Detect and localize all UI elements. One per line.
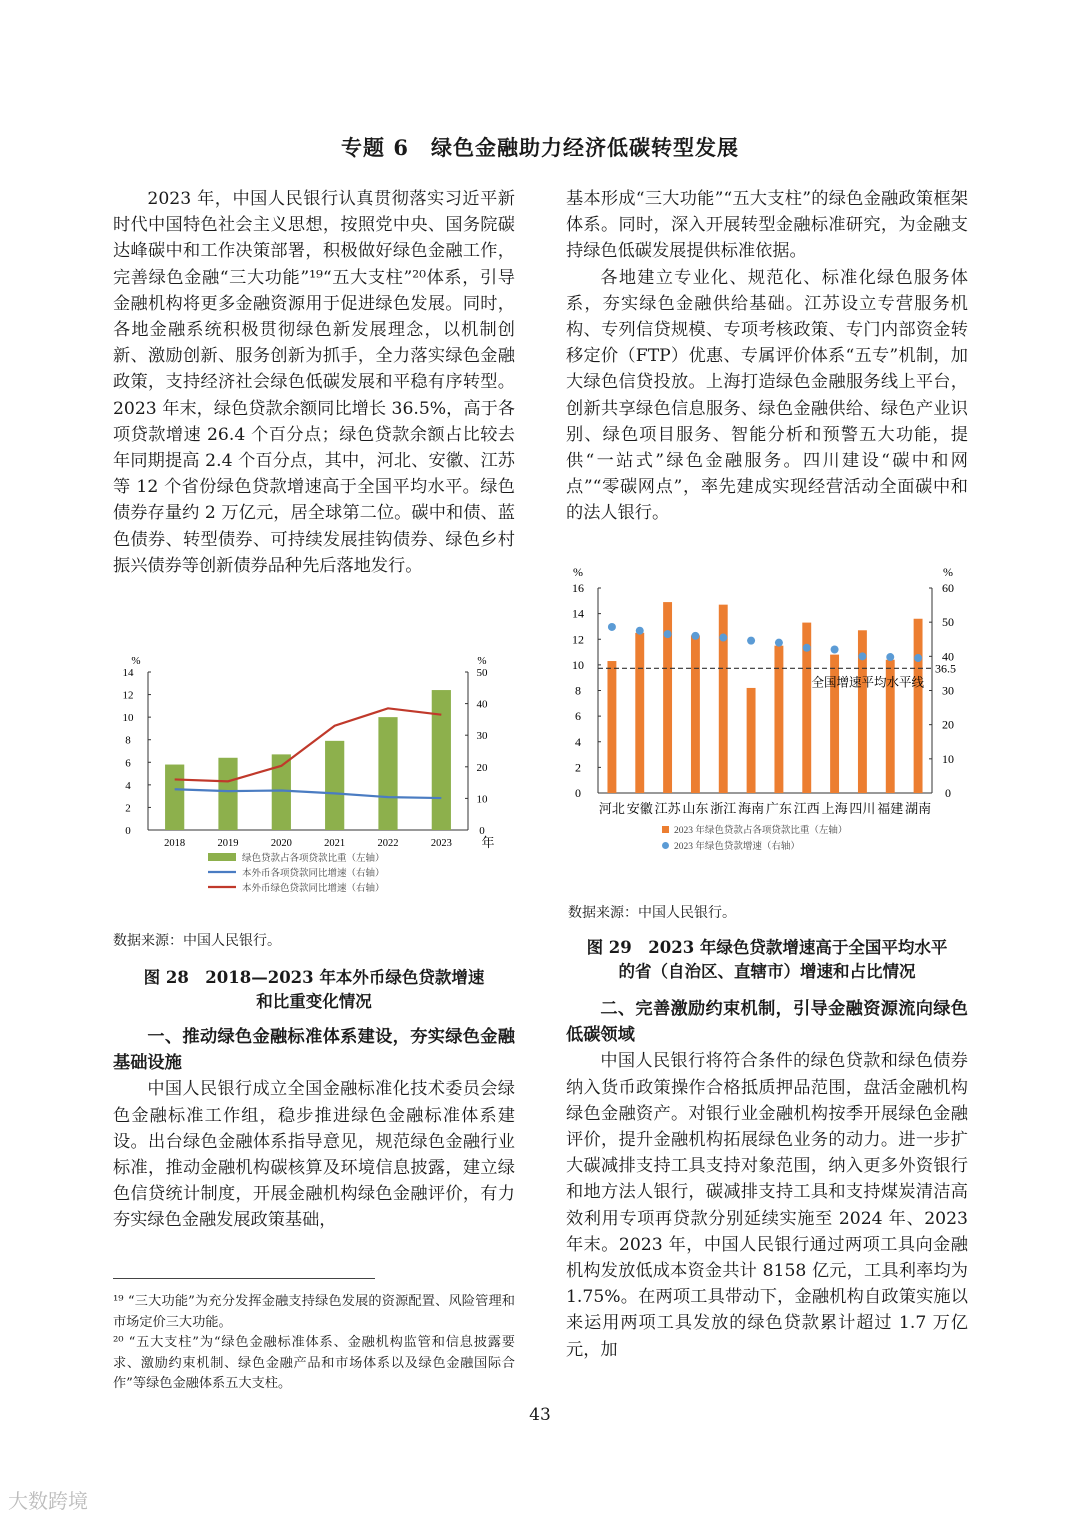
left-axis-unit: % [131,655,141,667]
section-1-paragraph: 中国人民银行成立全国金融标准化技术委员会绿色金融标准工作组，稳步推进绿色金融标准体系建设。出台绿色金融体系指导意见，规范绿色金融行业标准，推动金融机构碳核算及环境信息披露，建立绿色信贷统计制度，开展金融机构绿色金融评价，有力夯实绿色金融发展政策基础， [113,1079,515,1231]
left-tick-label: 12 [572,632,584,647]
x-tick-label: 湖南 [905,801,932,816]
figure-29-chart [560,560,980,860]
x-tick-label: 浙江 [710,801,737,816]
watermark: 大数跨境 [8,1489,88,1513]
point-green-growth [636,627,644,635]
left-tick-label: 8 [125,734,131,747]
left-tick-label: 4 [575,734,581,749]
left-axis-unit: % [573,565,583,579]
section-2-heading: 二、完善激励约束机制，引导金融资源流向绿色低碳领域 [566,999,968,1046]
left-tick-label: 14 [122,667,134,679]
x-tick-label: 福建 [877,801,904,816]
left-tick-label: 10 [572,657,584,672]
point-green-growth [803,644,811,652]
left-tick-label: 4 [125,779,131,792]
section-1 [113,1024,515,1234]
line-all-loan-growth [175,789,442,798]
right-tick-label: 40 [476,698,488,711]
legend-label: 本外币各项贷款同比增速（右轴） [242,869,385,879]
x-tick-label: 2018 [164,838,186,849]
x-tick-label: 2023 [430,838,452,849]
point-green-growth [719,634,727,642]
right-axis-unit: % [477,655,487,667]
left-tick-label: 12 [122,689,134,702]
point-green-growth [608,623,616,631]
point-green-growth [831,646,839,654]
left-tick-label: 2 [575,760,581,775]
figure-29-caption-line2: 的省（自治区、直辖市）增速和占比情况 [618,962,916,981]
right-tick-label: 0 [945,786,951,800]
bar-green-share [325,741,344,830]
right-paragraph-2: 各地建立专业化、规范化、标准化绿色服务体系，夯实绿色金融供给基础。江苏设立专营服务机构、专列信贷规模、专项考核政策、专门内部资金转移定价（FTP）优惠、专属评价体系“五专”机制，加大绿色信贷投放。上海打造绿色金融服务线上平台，创新共享绿色信息服务、绿色金融供给、绿色产业识别、绿色项目服务、智能分析和预警五大功能，提供“一站式”绿色金融服务。四川建设“碳中和网点”“零碳网点”，率先建成实现经营活动全面碳中和的法人银行。 [566,267,968,524]
right-tick-label: 10 [942,751,954,766]
left-tick-label: 6 [575,709,581,724]
page-number: 43 [529,1405,551,1425]
x-tick-label: 江西 [793,801,820,816]
footnotes [113,1292,515,1395]
footnote-19: ¹⁹ “三大功能”为充分发挥金融支持绿色发展的资源配置、风险管理和市场定价三大功能。 [113,1294,515,1330]
legend-swatch-bar [662,826,669,833]
right-tick-label: 10 [476,793,488,806]
right-tick-label: 0 [479,825,485,837]
right-tick-label: 60 [942,581,954,595]
intro-paragraph: 2023 年，中国人民银行认真贯彻落实习近平新时代中国特色社会主义思想，按照党中央、国务院碳达峰碳中和工作决策部署，积极做好绿色金融工作，完善绿色金融“三大功能”¹⁹“五大支柱”²⁰体系，引导金融机构将更多金融资源用于促进绿色发展。同时，各地金融系统积极贯彻绿色新发展理念，以机制创新、激励创新、服务创新为抓手，全力落实绿色金融政策，支持经济社会绿色低碳发展和平稳有序转型。2023 年末，绿色贷款余额同比增长 36.5%，高于各项贷款增速 26.4 个百分点；绿色贷款余额占比较去年同期提高 2.4 个百分点，其中，河北、安徽、江苏等 12 个省份绿色贷款增速高于全国平均水平。绿色债券存量约 2 万亿元，居全球第二位。碳中和债、蓝色债券、转型债券、可持续发展挂钩债券、绿色乡村振兴债券等创新债券品种先后落地发行。 [113,189,515,576]
bar-green-share [747,688,756,793]
right-tick-label: 20 [942,717,954,732]
bar-green-share [635,633,644,793]
right-paragraph-1: 基本形成“三大功能”“五大支柱”的绿色金融政策框架体系。同时，深入开展转型金融标准研究，为金融支持绿色低碳发展提供标准依据。 [566,189,968,262]
section-1-heading: 一、推动绿色金融标准体系建设，夯实绿色金融基础设施 [113,1027,515,1074]
right-tick-label: 50 [942,615,954,630]
section-2 [566,996,968,1363]
right-column [566,186,968,527]
left-tick-label: 6 [125,757,131,770]
figure-28-caption-line2: 和比重变化情况 [256,992,372,1011]
point-green-growth [886,653,894,661]
section-2-paragraph: 中国人民银行将符合条件的绿色贷款和绿色债券纳入货币政策操作合格抵质押品范围，盘活金融机构绿色金融资产。对银行业金融机构按季开展绿色金融评价，提升金融机构拓展绿色业务的动力。进一步扩大碳减排支持工具支持对象范围，纳入更多外资银行和地方法人银行，碳减排支持工具和支持煤炭清洁高效利用专项再贷款分别延续实施至 2024 年、2023 年末。2023 年，中国人民银行通过两项工具向金融机构发放低成本资金共计 8158 亿元，工具利率均为 1.75%。在两项工具带动下，金融机构自政策实施以来运用两项工具发放的绿色贷款累计超过 1.7 万亿元，加 [566,1051,968,1360]
left-tick-label: 14 [572,606,584,621]
bar-green-share [378,717,397,830]
bar-green-share [914,619,923,793]
left-tick-label: 2 [125,802,131,815]
right-tick-label: 30 [942,683,954,698]
x-tick-label: 广东 [765,801,792,816]
bar-green-share [691,635,700,793]
right-axis-unit: % [943,565,953,579]
x-axis-label: 年 [481,835,495,850]
left-tick-label: 8 [575,683,581,698]
left-tick-label: 10 [122,712,134,725]
legend-swatch-point [662,842,669,849]
bar-green-share [719,605,728,793]
point-green-growth [691,632,699,640]
x-tick-label: 2019 [217,838,239,849]
bar-green-share [607,661,616,793]
x-tick-label: 山东 [682,801,709,816]
legend-label: 本外币绿色贷款同比增速（右轴） [242,884,385,894]
bar-green-share [218,758,237,830]
footnote-divider [113,1278,375,1279]
bar-green-share [432,690,451,830]
bar-green-share [165,765,184,830]
point-green-growth [914,654,922,662]
x-tick-label: 安徽 [626,801,653,816]
legend-label: 2023 年绿色贷款增速（右轴） [674,842,800,852]
x-tick-label: 上海 [821,801,848,816]
x-tick-label: 四川 [849,801,876,816]
line-green-loan-growth [175,708,442,781]
legend-label: 绿色贷款占各项贷款比重（左轴） [242,854,385,864]
x-tick-label: 2020 [270,838,292,849]
point-green-growth [858,652,866,660]
page-title: 专题 6 绿色金融助力经济低碳转型发展 [341,135,739,160]
left-tick-label: 0 [125,825,131,837]
legend-swatch-bar [208,853,236,861]
left-column [113,186,515,579]
x-tick-label: 2022 [377,838,399,849]
reference-line-value: 36.5 [935,661,956,676]
left-tick-label: 16 [572,581,584,595]
figure-28-source: 数据来源：中国人民银行。 [113,933,281,949]
right-tick-label: 50 [476,667,488,679]
figure-29-caption-line1: 图 29 2023 年绿色贷款增速高于全国平均水平 [586,938,948,957]
point-green-growth [664,630,672,638]
point-green-growth [775,639,783,647]
reference-line-label: 全国增速平均水平线 [811,675,924,690]
x-tick-label: 2021 [324,838,346,849]
x-tick-label: 海南 [738,801,765,816]
left-tick-label: 0 [575,786,581,800]
right-tick-label: 40 [942,649,954,664]
figure-28-caption-line1: 图 28 2018—2023 年本外币绿色贷款增速 [143,968,485,987]
x-tick-label: 江苏 [654,801,681,816]
point-green-growth [747,637,755,645]
x-tick-label: 河北 [598,801,625,816]
right-tick-label: 30 [476,730,488,743]
figure-29-source: 数据来源：中国人民银行。 [568,905,736,921]
figure-28-chart [108,652,520,902]
footnote-20: ²⁰ “五大支柱”为“绿色金融标准体系、金融机构监管和信息披露要求、激励约束机制、绿色金融产品和市场体系以及绿色金融国际合作”等绿色金融体系五大支柱。 [113,1335,515,1391]
right-tick-label: 20 [476,761,488,774]
figure-28-caption [113,966,515,1014]
figure-29-caption [566,936,968,984]
legend-label: 2023 年绿色贷款占各项贷款比重（左轴） [674,826,848,836]
